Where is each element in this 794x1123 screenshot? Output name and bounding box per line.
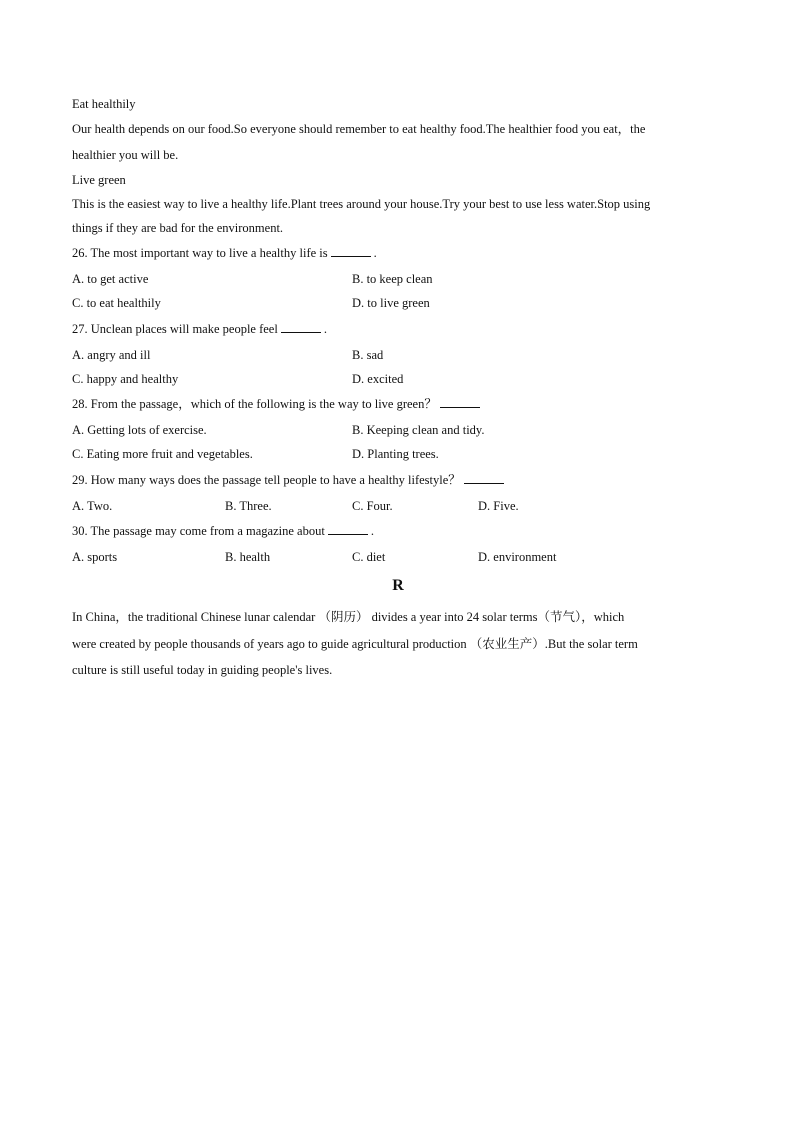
option-26-d[interactable]: D. to live green — [352, 296, 430, 310]
paragraph-r-line-2: were created by people thousands of years ago to guide agricultural production （农业生产）.But the solar term — [72, 637, 638, 651]
answer-blank[interactable] — [281, 321, 321, 333]
question-stem: 30. The passage may come from a magazine about — [72, 524, 325, 538]
answer-blank[interactable] — [328, 523, 368, 535]
answer-blank[interactable] — [464, 472, 504, 484]
option-27-b[interactable]: B. sad — [352, 348, 384, 362]
paragraph-r-line-3: culture is still useful today in guiding people's lives. — [72, 663, 333, 677]
section-heading-r: R — [392, 577, 404, 594]
option-27-c[interactable]: C. happy and healthy — [72, 372, 179, 386]
option-26-c[interactable]: C. to eat healthily — [72, 296, 161, 310]
option-28-c[interactable]: C. Eating more fruit and vegetables. — [72, 447, 253, 461]
question-stem: 29. How many ways does the passage tell people to have a healthy lifestyle？ — [72, 473, 461, 487]
option-28-a[interactable]: A. Getting lots of exercise. — [72, 423, 207, 437]
option-29-c[interactable]: C. Four. — [352, 499, 393, 513]
option-30-a[interactable]: A. sports — [72, 550, 118, 564]
paragraph-green-line-1: This is the easiest way to live a healthy life.Plant trees around your house.Try your best to use less water.Stop using — [72, 197, 651, 211]
question-27 — [72, 321, 327, 337]
option-30-d[interactable]: D. environment — [478, 550, 557, 564]
option-28-d[interactable]: D. Planting trees. — [352, 447, 439, 461]
option-28-b[interactable]: B. Keeping clean and tidy. — [352, 423, 485, 437]
answer-blank[interactable] — [331, 245, 371, 257]
heading-eat-healthily: Eat healthily — [72, 97, 136, 111]
paragraph-green-line-2: things if they are bad for the environment. — [72, 221, 284, 235]
option-29-b[interactable]: B. Three. — [225, 499, 272, 513]
question-stem-end: . — [373, 246, 377, 260]
option-29-a[interactable]: A. Two. — [72, 499, 113, 513]
option-30-c[interactable]: C. diet — [352, 550, 386, 564]
question-stem: 28. From the passage，which of the following is the way to live green？ — [72, 397, 437, 411]
heading-live-green: Live green — [72, 173, 126, 187]
option-26-a[interactable]: A. to get active — [72, 272, 149, 286]
option-27-a[interactable]: A. angry and ill — [72, 348, 151, 362]
question-26 — [72, 245, 377, 261]
question-stem-end: . — [370, 524, 374, 538]
question-28 — [72, 396, 483, 412]
question-stem: 27. Unclean places will make people feel — [72, 322, 278, 336]
option-26-b[interactable]: B. to keep clean — [352, 272, 433, 286]
question-stem-end: . — [323, 322, 327, 336]
paragraph-r-line-1: In China，the traditional Chinese lunar calendar （阴历） divides a year into 24 solar terms（节气），which — [72, 610, 625, 624]
paragraph-eat-line-2: healthier you will be. — [72, 148, 179, 162]
option-30-b[interactable]: B. health — [225, 550, 271, 564]
option-29-d[interactable]: D. Five. — [478, 499, 519, 513]
question-stem: 26. The most important way to live a healthy life is — [72, 246, 328, 260]
paragraph-eat-line-1: Our health depends on our food.So everyone should remember to eat healthy food.The healthier food you eat，the — [72, 122, 646, 136]
answer-blank[interactable] — [440, 396, 480, 408]
question-29 — [72, 472, 507, 488]
option-27-d[interactable]: D. excited — [352, 372, 404, 386]
question-30 — [72, 523, 374, 539]
